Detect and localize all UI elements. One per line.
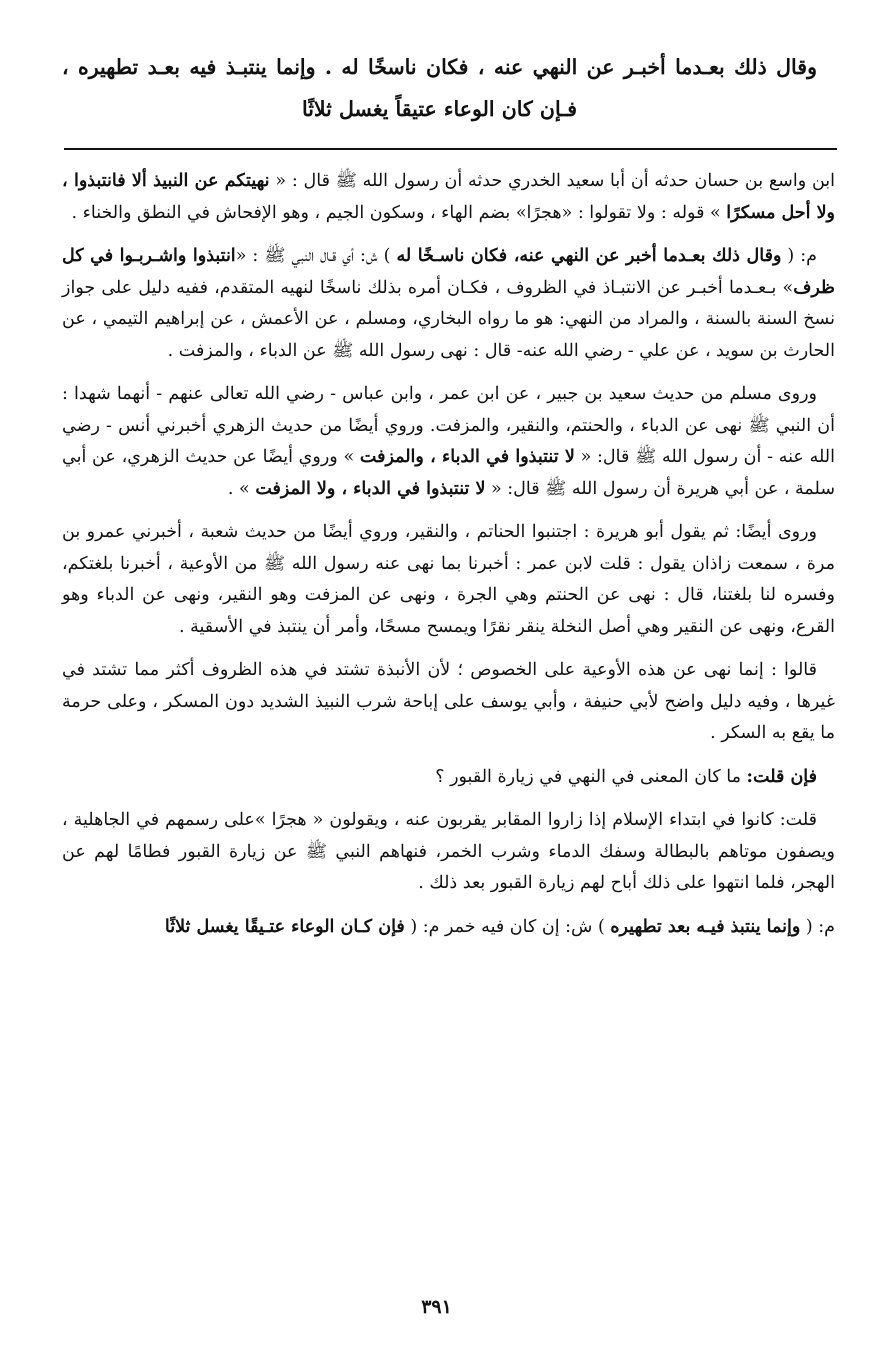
- commentary-paragraph: [62, 762, 835, 794]
- text-run: قالوا : إنما نهى عن هذه الأوعية على الخصوص ؛ لأن الأنبذة تشتد في هذه الظروف أكثر مما تشتد في غيرها ، وفيه دليل واضح لأبي حنيفة ، وأبي يوسف على إباحة شرب النبيذ الشديد دون المسكر ، وعلى حرمة ما يقع به السكر .: [62, 660, 835, 743]
- commentary-paragraph: [62, 517, 835, 643]
- bold-text-run: وإنما ينتبذ فيـه بعد تطهيره: [610, 916, 801, 937]
- text-run: ) ش: أي قـال النبي ﷺ : «: [235, 246, 397, 266]
- bold-text-run: فإن قلت:: [746, 766, 817, 787]
- text-run: » بـعـدما أخبـر عن الانتبـاذ في الظروف ، فكـان أمره بذلك ناسخًا لنهيه المتقدم، ففيه دليل على جواز نسخ السنة بالسنة ، والمراد من النهي: هو ما رواه البخاري، ومسلم ، عن الأعمش ، عن إبراهيم التيمي ، عن الحارث بن سويد ، عن علي - رضي الله عنه- قال : نهى رسول الله ﷺ عن الدباء ، والمزفت .: [62, 277, 835, 361]
- text-run: ) ش: إن كان فيه خمر م: (: [404, 916, 611, 937]
- text-run: م: (: [781, 246, 818, 266]
- bold-text-run: لا تنتبذوا في الدباء ، والمزفت: [359, 447, 575, 467]
- commentary-paragraph: [62, 805, 835, 900]
- text-run: ما كان المعنى في النهي في زيارة القبور ؟: [435, 766, 747, 787]
- commentary-paragraph: [62, 166, 835, 229]
- text-run: » .: [227, 478, 256, 499]
- bold-text-run: وقال ذلك بعـدما أخبر عن النهي عنه، فكان ناسـخًا له: [396, 246, 782, 266]
- commentary-paragraph: [62, 655, 835, 750]
- text-run: م: (: [800, 916, 835, 937]
- text-run: وروى مسلم من حديث سعيد بن جبير ، عن ابن عمر ، وابن عباس - رضي الله تعالى عنهم - أنهما شهدا : أن النبي ﷺ نهى عن الدباء ، والحنتم، والنقير، والمزفت. وروي أيضًا من حديث الزهري أخبرني أنس - رضي الله عنه - أن رسول الله ﷺ قال: «: [62, 384, 835, 467]
- bold-text-run: فإن كـان الوعاء عتـيقًا يغسل ثلاثًا: [164, 916, 405, 937]
- text-run: » قوله : ولا تقولوا : «هجرًا» بضم الهاء ، وسكون الجيم ، وهو الإفحاش في النطق والخناء .: [71, 202, 727, 223]
- bold-text-run: انتبذوا واشـربـوا في كل ظرف: [62, 246, 835, 298]
- text-run: وروى أيضًا: ثم يقول أبو هريرة : اجتنبوا الحناتم ، والنقير، وروي أيضًا من حديث شعبة ، أخبرني عمرو بن مرة ، سمعت زاذان يقول : قلت لابن عمر : أخبرنا بما نهى عنه رسول الله ﷺ من الأوعية ، أخبرنا بلغتكم، وفسره لنا بلغتنا، قال : نهى عن الحنتم وهي الجرة ، ونهى عن المزفت وهو النقير، ونهى عن الدباء وهو القرع، ونهى عن النقير وهي أصل النخلة ينقر نقرًا ويمسح مسحًا، وأمر أن ينتبذ في الأسقية .: [62, 522, 835, 637]
- page-number: ٣٩١: [421, 1296, 452, 1318]
- commentary-paragraph: [62, 241, 835, 367]
- commentary-paragraph: [62, 912, 835, 944]
- commentary-section: [62, 166, 835, 955]
- text-run: ابن واسع بن حسان حدثه أن أبا سعيد الخدري حدثه أن رسول الله ﷺ قال : «: [269, 171, 835, 191]
- commentary-paragraph: [62, 379, 835, 505]
- bold-text-run: لا تنتبذوا في الدباء ، ولا المزفت: [255, 478, 486, 499]
- bold-text-run: نهيتكم عن النبيذ ألا فانتبذوا ، ولا أحل مسكرًا: [62, 171, 835, 223]
- text-run: قلت: كانوا في ابتداء الإسلام إذا زاروا المقابر يقربون عنه ، ويقولون « هجرًا »على رسمهم في الجاهلية ، ويصفون موتاهم بالبطالة وسفك الدماء وشرب الخمر، فنهاهم النبي ﷺ عن زيارة القبور فطامًا لهم عن الهجر، فلما انتهوا على ذلك أباح لهم زيارة القبور بعد ذلك .: [62, 810, 835, 893]
- separator-rule: [64, 148, 837, 150]
- text-run: » وروي أيضًا عن حديث الزهري، عن أبي سلمة ، عن أبي هريرة أن رسول الله ﷺ قال: «: [62, 447, 835, 499]
- matn-text: وقال ذلك بعـدما أخبـر عن النهي عنه ، فكان ناسخًا له . وإنما ينتبـذ فيه بعـد تطهيره ، فـإن كان الوعاء عتيقاً يغسل ثلاثًا: [62, 55, 817, 121]
